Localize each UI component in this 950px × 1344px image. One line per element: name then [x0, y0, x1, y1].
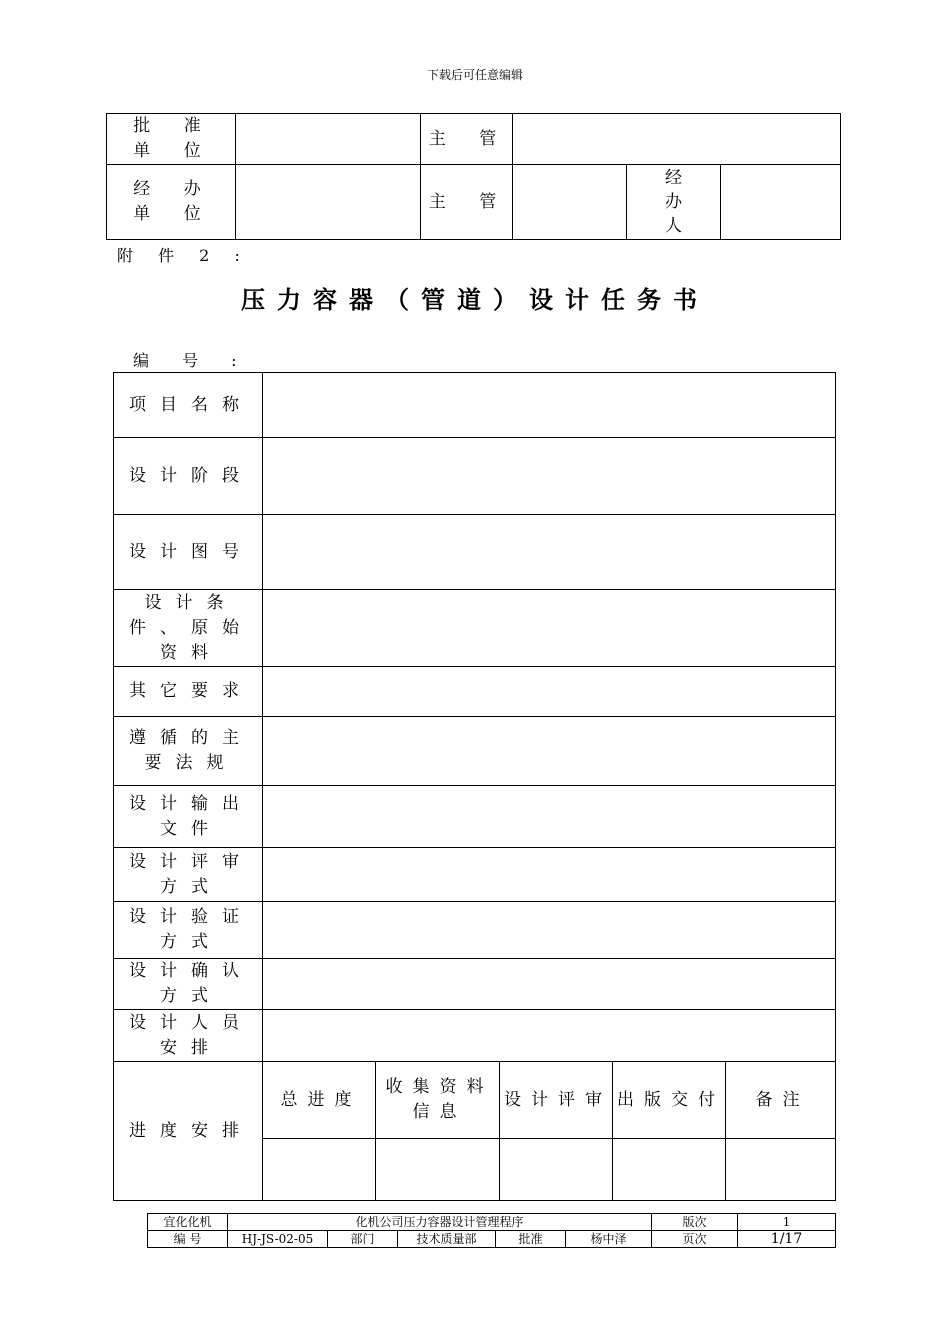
footer-approve-label: 批准: [496, 1231, 566, 1248]
handling-unit-label: 经 办 单 位: [107, 165, 236, 240]
row-label: 设计阶段: [114, 438, 263, 515]
supervisor-label: 主 管: [421, 114, 513, 165]
top-note: 下载后可任意编辑: [426, 68, 523, 82]
schedule-value[interactable]: [263, 1139, 376, 1201]
schedule-value[interactable]: [726, 1139, 836, 1201]
footer-page-value: 1/17: [738, 1231, 836, 1248]
approval-table: [106, 113, 841, 240]
footer-number-label: 编 号: [148, 1231, 228, 1248]
approve-unit-label: 批 准 单 位: [107, 114, 236, 165]
row-label: 设计验证方式: [114, 902, 263, 959]
approve-unit-value[interactable]: [236, 114, 421, 165]
schedule-value[interactable]: [613, 1139, 726, 1201]
footer-approver: 杨中泽: [566, 1231, 652, 1248]
footer-table: [147, 1213, 836, 1248]
row-label: 遵循的主要法规: [114, 717, 263, 786]
schedule-col-review: 设计评审: [500, 1062, 613, 1139]
row-label: 项目名称: [114, 373, 263, 438]
footer-dept-label: 部门: [328, 1231, 398, 1248]
row-value[interactable]: [263, 717, 836, 786]
row-value[interactable]: [263, 848, 836, 902]
footer-doc-title: 化机公司压力容器设计管理程序: [228, 1214, 652, 1231]
footer-dept-value: 技术质量部: [398, 1231, 496, 1248]
row-label: 设计图号: [114, 515, 263, 590]
schedule-col-publish: 出版交付: [613, 1062, 726, 1139]
row-label: 设计评审方式: [114, 848, 263, 902]
row-label: 设计人员安排: [114, 1010, 263, 1062]
schedule-value[interactable]: [376, 1139, 500, 1201]
schedule-col-collect: 收集资料信息: [376, 1062, 500, 1139]
footer-edition-label: 版次: [652, 1214, 738, 1231]
handler-value[interactable]: [721, 165, 841, 240]
schedule-label: 进度安排: [114, 1062, 263, 1201]
row-label: 其它要求: [114, 667, 263, 717]
schedule-col-remark: 备注: [726, 1062, 836, 1139]
row-value[interactable]: [263, 959, 836, 1010]
supervisor2-value[interactable]: [513, 165, 627, 240]
footer-number-value: HJ-JS-02-05: [228, 1231, 328, 1248]
row-label: 设计条件、原始资料: [114, 590, 263, 667]
row-value[interactable]: [263, 902, 836, 959]
attachment-label: 附 件 2 :: [117, 246, 250, 265]
task-table: [113, 372, 836, 1201]
row-value[interactable]: [263, 667, 836, 717]
page-title: 压力容器（管道）设计任务书: [241, 286, 709, 314]
handler-label: 经 办 人: [627, 165, 721, 240]
footer-page-label: 页次: [652, 1231, 738, 1248]
row-value[interactable]: [263, 590, 836, 667]
row-value[interactable]: [263, 515, 836, 590]
schedule-value[interactable]: [500, 1139, 613, 1201]
handling-unit-value[interactable]: [236, 165, 421, 240]
row-value[interactable]: [263, 438, 836, 515]
row-value[interactable]: [263, 786, 836, 848]
row-label: 设计输出文件: [114, 786, 263, 848]
doc-number-label: 编 号 :: [133, 351, 251, 370]
supervisor2-label: 主 管: [421, 165, 513, 240]
schedule-col-total: 总进度: [263, 1062, 376, 1139]
row-value[interactable]: [263, 373, 836, 438]
supervisor-value[interactable]: [513, 114, 841, 165]
row-label: 设计确认方式: [114, 959, 263, 1010]
footer-company: 宜化化机: [148, 1214, 228, 1231]
footer-edition-value: 1: [738, 1214, 836, 1231]
row-value[interactable]: [263, 1010, 836, 1062]
